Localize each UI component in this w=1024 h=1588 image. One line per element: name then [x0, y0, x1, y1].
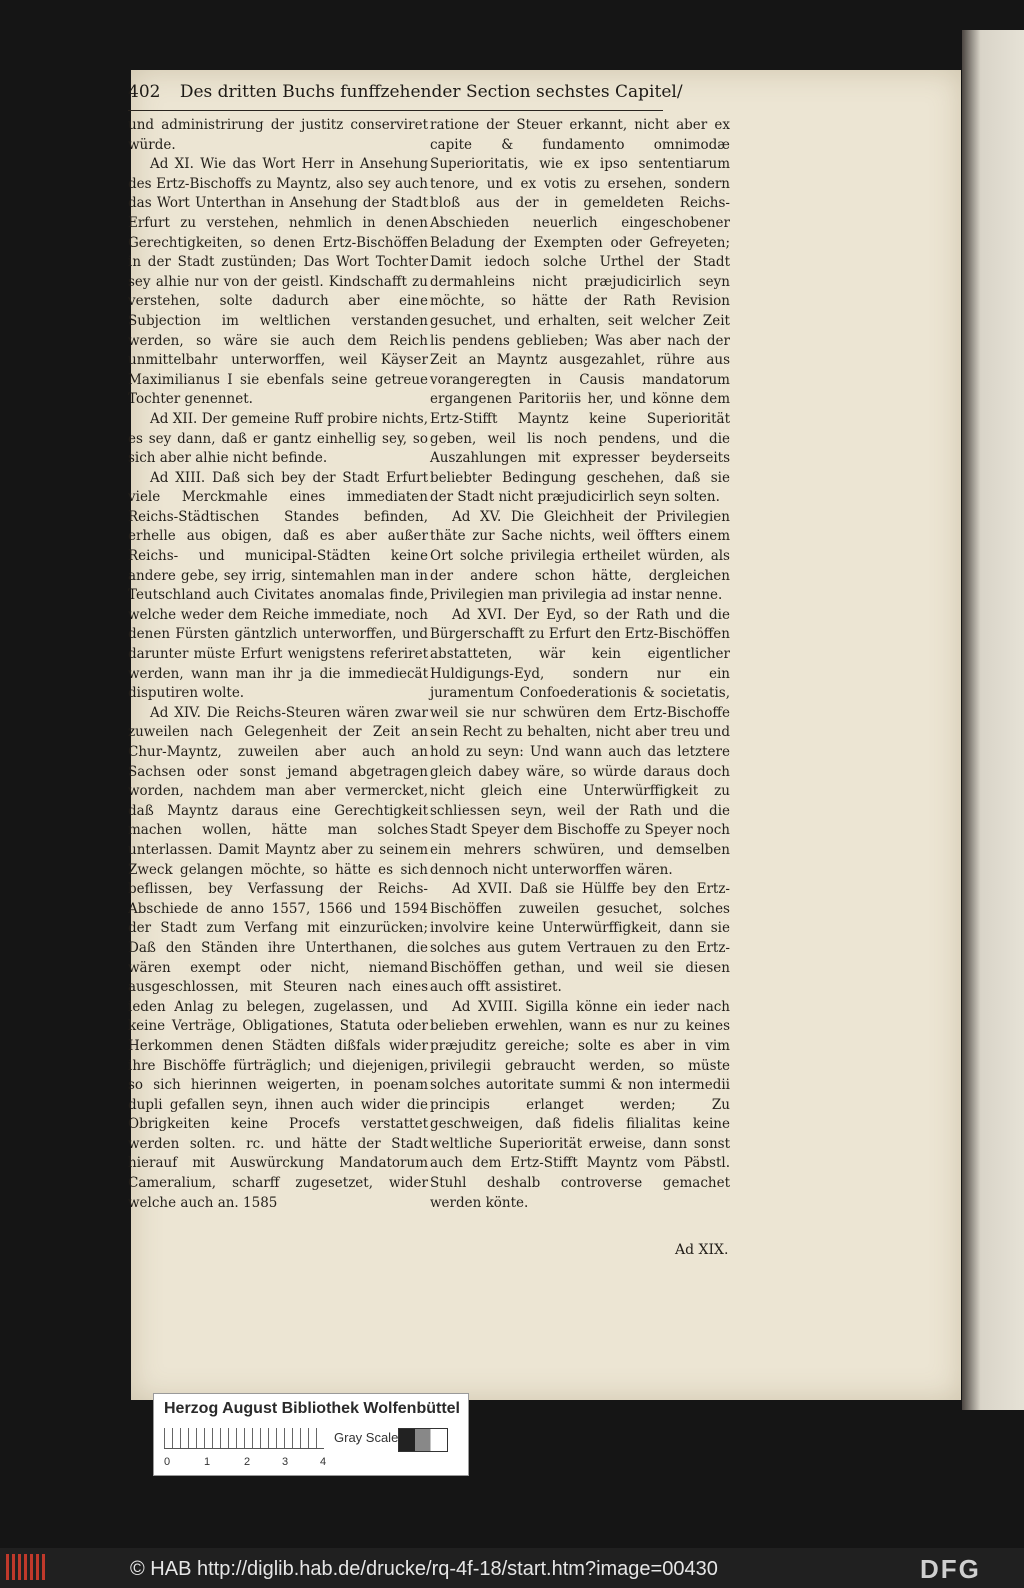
hab-logo-icon: [6, 1554, 46, 1580]
ruler-number: 0: [164, 1456, 171, 1468]
copyright-url[interactable]: © HAB http://diglib.hab.de/drucke/rq-4f-18/start.htm?image=00430: [130, 1558, 718, 1580]
paragraph: Ad XVI. Der Eyd, so der Rath und die Bürgerschafft zu Erfurt den Ertz-Bischöffen abstatteten, wär kein eigentlicher Huldigungs-Eyd, sondern nur ein juramentum Confoederationis & societatis, weil sie nur schwüren dem Ertz-Bischoffe sein Recht zu behalten, nicht aber treu und hold zu seyn: Und wann auch das letztere gleich dabey wäre, so würde daraus doch nicht gleich eine Unterwürffigkeit zu schliessen seyn, weil der Rath und die Stadt Speyer dem Bischoffe zu Speyer noch ein mehrers schwüren, und demselben dennoch nicht unterworffen wären.: [430, 606, 730, 878]
catchword: Ad XIX.: [675, 1242, 729, 1258]
ruler-number: 4: [320, 1456, 327, 1468]
paragraph: Ad XII. Der gemeine Ruff probire nichts, es sey dann, daß er gantz einhellig sey, so sich aber alhie nicht befinde.: [128, 410, 428, 467]
running-title: Des dritten Buchs funffzehender Section sechstes Capitel/: [179, 82, 683, 102]
paragraph: Ad XV. Die Gleichheit der Privilegien thäte zur Sache nichts, weil öffters einem Ort solche privilegia ertheilet würden, als der andere schon hätte, dergleichen Privilegien man privilegia ad instar nenne.: [430, 508, 730, 604]
paragraph: Ad XI. Wie das Wort Herr in Ansehung des Ertz-Bischoffs zu Mayntz, also sey auch das Wort Unterthan in Ansehung der Stadt Erfurt zu verstehen, nehmlich in denen Gerechtigkeiten, so denen Ertz-Bischöffen in der Stadt zustünden; Das Wort Tochter sey alhie nur von der geistl. Kindschafft zu verstehen, solte dadurch aber eine Subjection im weltlichen verstanden werden, so wäre sie auch dem Reich unmittelbahr unterworffen, weil Käyser Maximilianus I sie ebenfals seine getreue Tochter genennet.: [128, 156, 428, 408]
paragraph: Ad XIII. Daß sich bey der Stadt Erfurt viele Merckmahle eines immediaten Reichs-Städtischen Standes befinden, erhelle aus obigen, daß es aber außer Reichs- und municipal-Städten keine andere gebe, sey irrig, sintemahlen man in Teutschland auch Civitates anomalas finde, welche weder dem Reiche immediate, noch denen Fürsten gäntzlich unterworffen, und darunter müste Erfurt wenigstens referiret werden, wann man ihr ja die immediecät disputiren wolte.: [128, 469, 428, 702]
library-name: Herzog August Bibliothek Wolfenbüttel: [164, 1400, 460, 1417]
library-color-card: [153, 1393, 469, 1476]
ruler-number: 3: [282, 1456, 289, 1468]
gray-scale-label: Gray Scale: [334, 1430, 399, 1445]
text-column-right: [430, 116, 730, 1213]
ruler-number: 2: [244, 1456, 251, 1468]
scale-ruler: [164, 1428, 324, 1449]
running-header: [128, 82, 683, 111]
dfg-logo: DFG: [920, 1554, 981, 1584]
paragraph: und administrirung der justitz conserviret würde.: [128, 117, 428, 153]
page-number: 402: [128, 82, 161, 102]
text-column-left: [128, 116, 428, 1213]
footer-bar: [0, 1548, 1024, 1588]
gray-scale-swatches: [398, 1428, 448, 1452]
ruler-number: 1: [204, 1456, 211, 1468]
facing-page-edge: [962, 30, 1024, 1410]
paragraph: Ad XVII. Daß sie Hülffe bey den Ertz-Bischöffen zuweilen gesuchet, solches involvire keine Unterwürffigkeit, dann sie solches aus gutem Vertrauen zu den Ertz-Bischöffen gethan, und weil sie diesen auch offt assistiret.: [430, 881, 730, 996]
paragraph: Ad XIV. Die Reichs-Steuren wären zwar zuweilen nach Gelegenheit der Zeit an Chur-Mayntz, zuweilen aber auch an Sachsen oder sonst jemand abgetragen worden, nachdem man aber vermercket, daß Mayntz daraus eine Gerechtigkeit machen wollen, hätte man solches unterlassen. Damit Mayntz aber zu seinem Zweck gelangen möchte, so hätte es sich beflissen, bey Verfassung der Reichs-Abschiede de anno 1557, 1566 und 1594 der Stadt zum Verfang mit einzurücken; Daß den Ständen ihre Unterthanen, die wären exempt oder nicht, niemand ausgeschlossen, mit Steuren nach eines ieden Anlag zu belegen, zugelassen, und keine Verträge, Obligationes, Statuta oder Herkommen denen Städten dißfals wider ihre Bischöffe fürträglich; und diejenigen, so sich hierinnen weigerten, in poenam dupli gefallen seyn, ihnen auch wider die Obrigkeiten keine Procefs verstattet werden solten. rc. und hätte der Stadt hierauf mit Auswürckung Mandatorum Cameralium, scharff zugesetzet, wider welche auch an. 1585: [128, 704, 428, 1211]
paragraph: ratione der Steuer erkannt, nicht aber ex capite & fundamento omnimodæ Superioritatis, wie ex ipso sententiarum tenore, und ex votis zu ersehen, sondern bloß aus der in gemeldeten Reichs-Abschieden neuerlich eingeschobener Beladung der Exempten oder Gefreyeten; Damit iedoch solche Urthel der Stadt dermahleins nicht præjudicirlich seyn möchte, so hätte der Rath Revision gesuchet, und erhalten, seit welcher Zeit lis pendens geblieben; Was aber nach der Zeit an Mayntz ausgezahlet, rühre aus vorangeregten in Causis mandatorum ergangenen Paritoriis her, und könne dem Ertz-Stifft Mayntz keine Superiorität geben, weil lis noch pendens, und die Auszahlungen mit expresser beyderseits beliebter Bedingung geschehen, daß sie der Stadt nicht præjudicirlich seyn solten.: [430, 117, 730, 506]
paragraph: Ad XVIII. Sigilla könne ein ieder nach belieben erwehlen, wann es nur zu keines præjuditz gereiche; solte es aber in vim privilegii gebraucht werden, so müste solches autoritate summi & non intermedii principis erlanget werden; Zu geschweigen, daß fidelis filialitas keine weltliche Superiorität erweise, dann sonst auch dem Ertz-Stifft Mayntz vom Päbstl. Stuhl deshalb controverse gemachet werden könte.: [430, 998, 730, 1211]
